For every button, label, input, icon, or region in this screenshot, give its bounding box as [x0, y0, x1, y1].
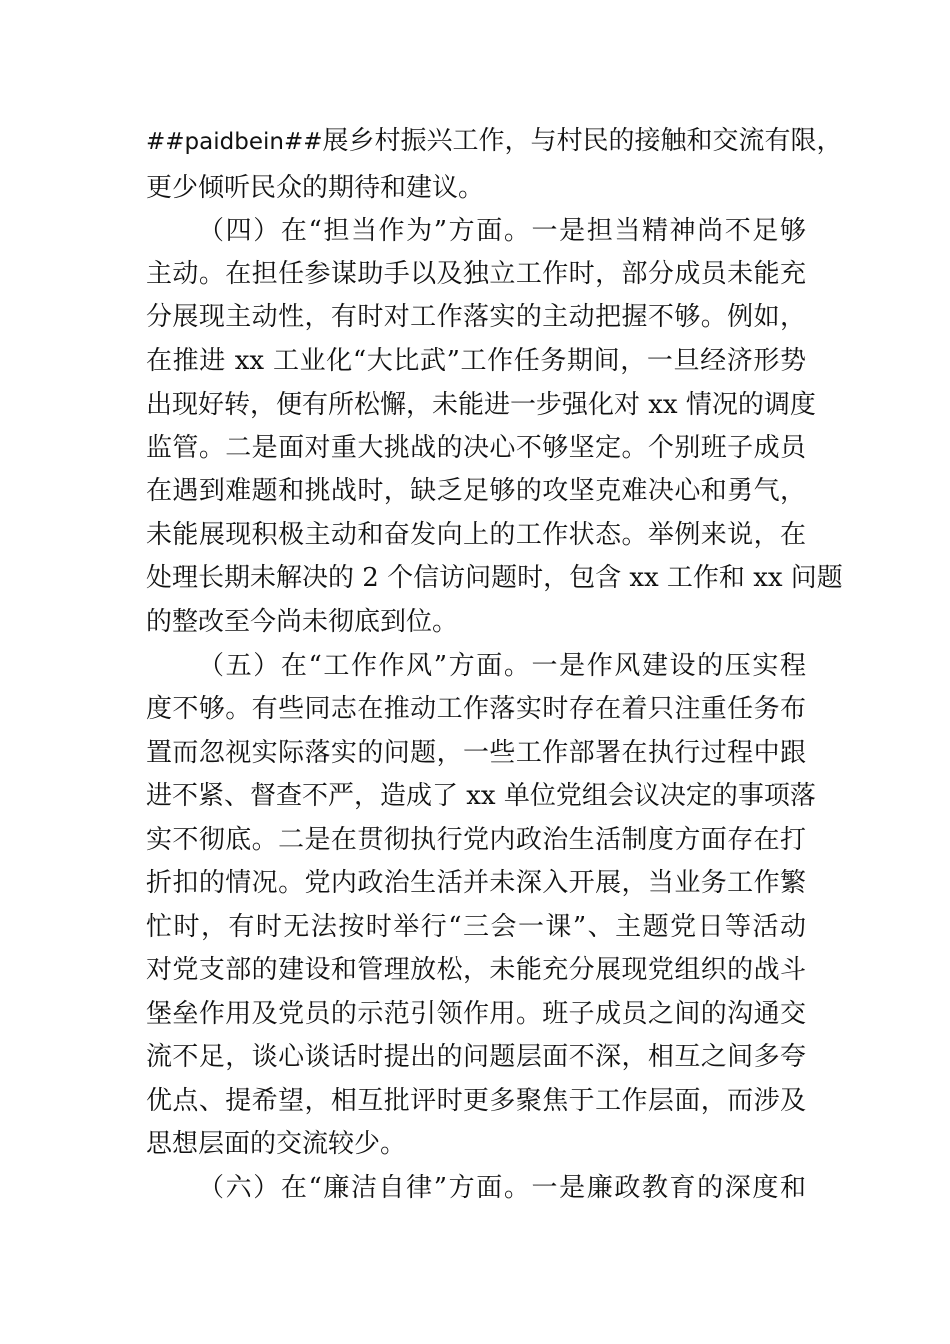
paragraph-4-line: 在推进 xx 工业化“大比武”工作任务期间，一旦经济形势 [146, 346, 806, 376]
paragraph-5-line: 堡垒作用及党员的示范引领作用。班子成员之间的沟通交 [146, 999, 806, 1029]
paragraph-5-line: 实不彻底。二是在贯彻执行党内政治生活制度方面存在打 [146, 825, 806, 855]
paragraph-5-line: 对党支部的建设和管理放松，未能充分展现党组织的战斗 [146, 955, 806, 985]
paragraph-4-line: 主动。在担任参谋助手以及独立工作时，部分成员未能充 [146, 259, 806, 289]
paragraph-5-heading-line: （五）在“工作作风”方面。一是作风建设的压实程 [198, 651, 806, 681]
paragraph-4-line: 的整改至今尚未彻底到位。 [146, 607, 459, 637]
paragraph-5-line: 忙时，有时无法按时举行“三会一课”、主题党日等活动 [146, 912, 806, 942]
paragraph-4-line: 未能展现积极主动和奋发向上的工作状态。举例来说，在 [146, 520, 806, 550]
paragraph-5-line: 置而忽视实际落实的问题，一些工作部署在执行过程中跟 [146, 738, 806, 768]
paragraph-5-line: 进不紧、督查不严，造成了 xx 单位党组会议决定的事项落 [146, 781, 816, 811]
paid-marker: ##paidbein## [146, 129, 323, 155]
paragraph-5-line: 流不足，谈心谈话时提出的问题层面不深，相互之间多夸 [146, 1042, 806, 1072]
paragraph-5-line: 折扣的情况。党内政治生活并未深入开展，当业务工作繁 [146, 868, 806, 898]
paragraph-6-heading-line: （六）在“廉洁自律”方面。一是廉政教育的深度和 [198, 1173, 806, 1203]
paragraph-5-line: 思想层面的交流较少。 [146, 1129, 407, 1159]
line-text: 展乡村振兴工作，与村民的接触和交流有限， [322, 126, 843, 156]
paragraph-3-line-1 [146, 121, 843, 161]
paragraph-4-line: 出现好转，便有所松懈，未能进一步强化对 xx 情况的调度 [146, 390, 816, 420]
paragraph-4-line: 监管。二是面对重大挑战的决心不够坚定。个别班子成员 [146, 433, 806, 463]
paragraph-5-line: 优点、提希望，相互批评时更多聚焦于工作层面，而涉及 [146, 1086, 806, 1116]
paragraph-4-line: 在遇到难题和挑战时，缺乏足够的攻坚克难决心和勇气， [146, 476, 806, 506]
paragraph-4-heading-line: （四）在“担当作为”方面。一是担当精神尚不足够 [198, 216, 806, 246]
paragraph-3-line-2: 更少倾听民众的期待和建议。 [146, 173, 485, 203]
paragraph-5-line: 度不够。有些同志在推动工作落实时存在着只注重任务布 [146, 694, 806, 724]
paragraph-4-line: 处理长期未解决的 2 个信访问题时，包含 xx 工作和 xx 问题 [146, 563, 843, 593]
paragraph-4-line: 分展现主动性，有时对工作落实的主动把握不够。例如， [146, 302, 806, 332]
